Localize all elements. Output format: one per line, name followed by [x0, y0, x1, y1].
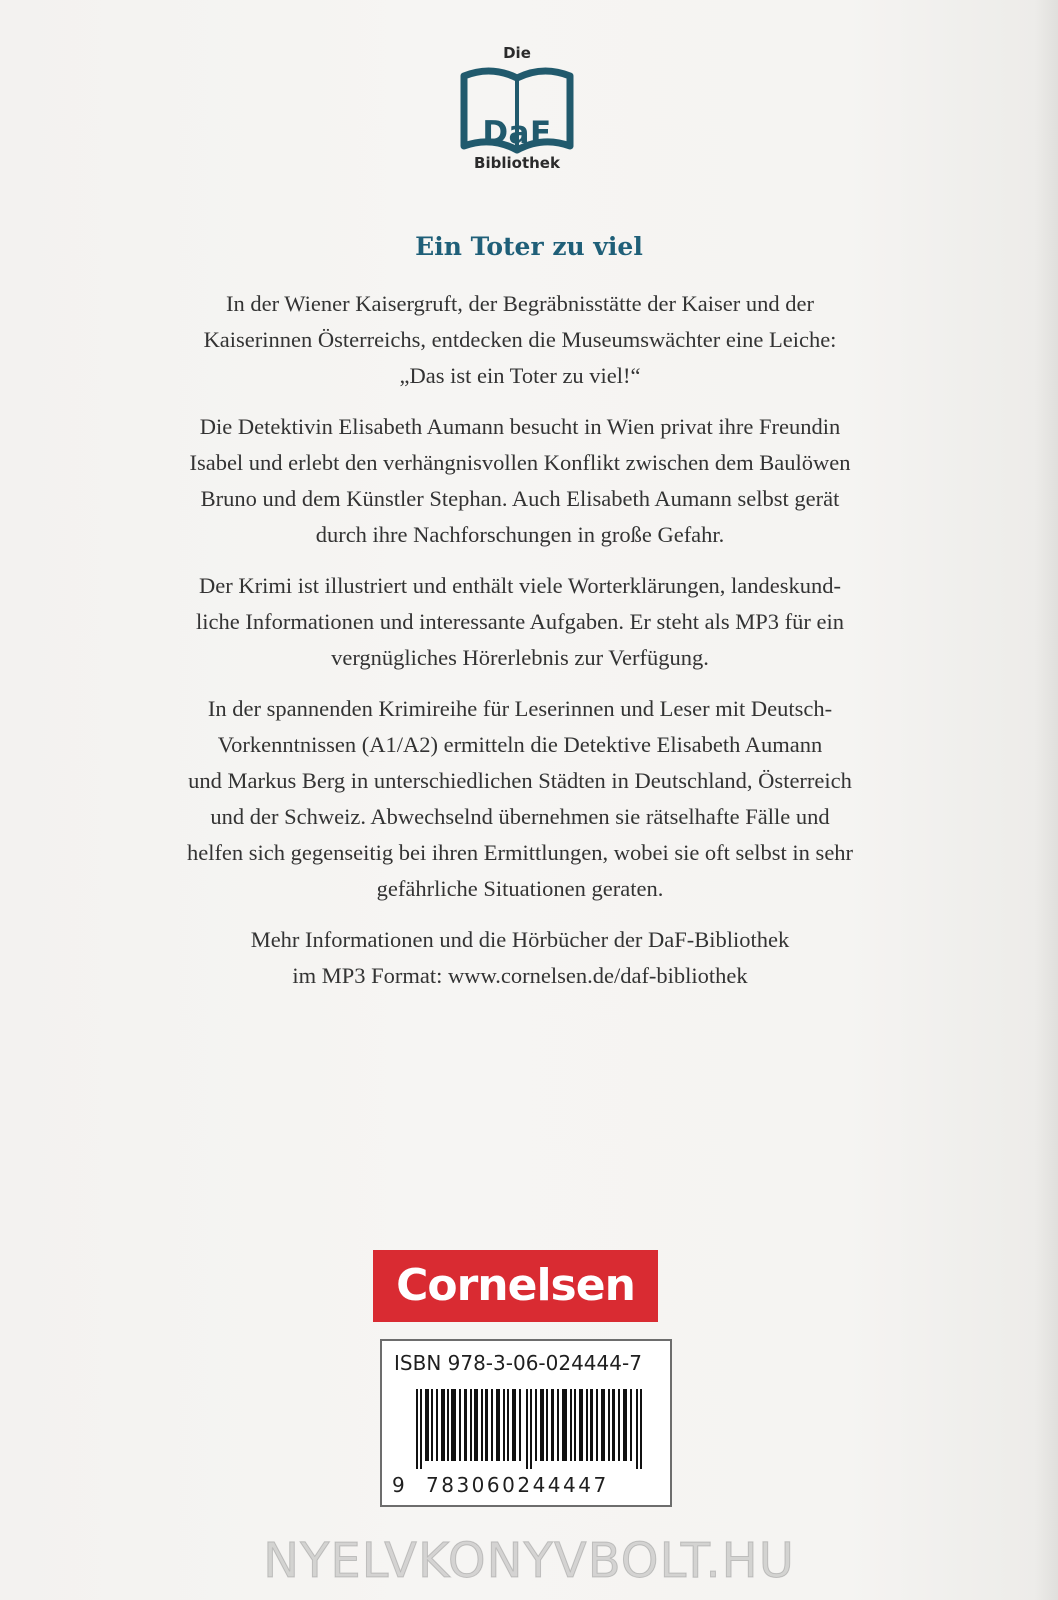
- barcode-icon: [416, 1389, 646, 1469]
- barcode-digits: 783060244447: [426, 1473, 609, 1497]
- blurb-paragraph: [100, 409, 940, 553]
- isbn-label: ISBN 978-3-06-024444-7: [394, 1351, 642, 1375]
- blurb-paragraph: [100, 286, 940, 394]
- text-line: Isabel und erlebt den verhängnisvollen Konflikt zwischen dem Baulöwen: [189, 450, 851, 475]
- text-line: „Das ist ein Toter zu viel!“: [399, 363, 641, 388]
- text-line: Bruno und dem Künstler Stephan. Auch Elisabeth Aumann selbst gerät: [200, 486, 840, 511]
- text-line: liche Informationen und interessante Aufgaben. Er steht als MP3 für ein: [196, 609, 844, 634]
- text-line: gefährliche Situationen geraten.: [376, 876, 664, 901]
- text-line: helfen sich gegenseitig bei ihren Ermittlungen, wobei sie oft selbst in sehr: [186, 840, 854, 865]
- logo-top-text: Die: [503, 44, 531, 62]
- text-line: Kaiserinnen Österreichs, entdecken die Museumswächter eine Leiche:: [203, 327, 837, 352]
- book-title: Ein Toter zu viel: [415, 232, 643, 261]
- blurb-paragraph: [100, 568, 940, 676]
- watermark-text: NYELVKONYVBOLT.HU: [263, 1533, 795, 1589]
- info-line: Mehr Informationen und die Hörbücher der DaF-Bibliothek: [250, 927, 790, 952]
- logo-bottom-text: Bibliothek: [474, 154, 560, 172]
- text-line: und der Schweiz. Abwechselnd übernehmen sie rätselhafte Fälle und: [210, 804, 830, 829]
- daf-bibliothek-logo: [452, 44, 582, 180]
- text-line: vergnügliches Hörerlebnis zur Verfügung.: [331, 645, 709, 670]
- text-line: und Markus Berg in unterschiedlichen Städten in Deutschland, Österreich: [188, 768, 852, 793]
- info-line: im MP3 Format: www.cornelsen.de/daf-bibliothek: [292, 963, 748, 988]
- publisher-logo: Cornelsen: [373, 1250, 658, 1322]
- blurb-text: [100, 286, 940, 1009]
- info-paragraph: [100, 922, 940, 994]
- text-line: durch ihre Nachforschungen in große Gefahr.: [315, 522, 725, 547]
- text-line: In der spannenden Krimireihe für Leserinnen und Leser mit Deutsch-: [207, 696, 833, 721]
- blurb-paragraph: [100, 691, 940, 907]
- isbn-barcode-box: [380, 1339, 672, 1507]
- text-line: Die Detektivin Elisabeth Aumann besucht in Wien privat ihre Freundin: [199, 414, 841, 439]
- logo-main-text: DaF: [482, 115, 552, 151]
- text-line: In der Wiener Kaisergruft, der Begräbnisstätte der Kaiser und der: [225, 291, 815, 316]
- text-line: Vorkenntnissen (A1/A2) ermitteln die Detektive Elisabeth Aumann: [217, 732, 823, 757]
- barcode-first-digit: 9: [392, 1473, 405, 1497]
- text-line: Der Krimi ist illustriert und enthält viele Worterklärungen, landeskund-: [199, 573, 841, 598]
